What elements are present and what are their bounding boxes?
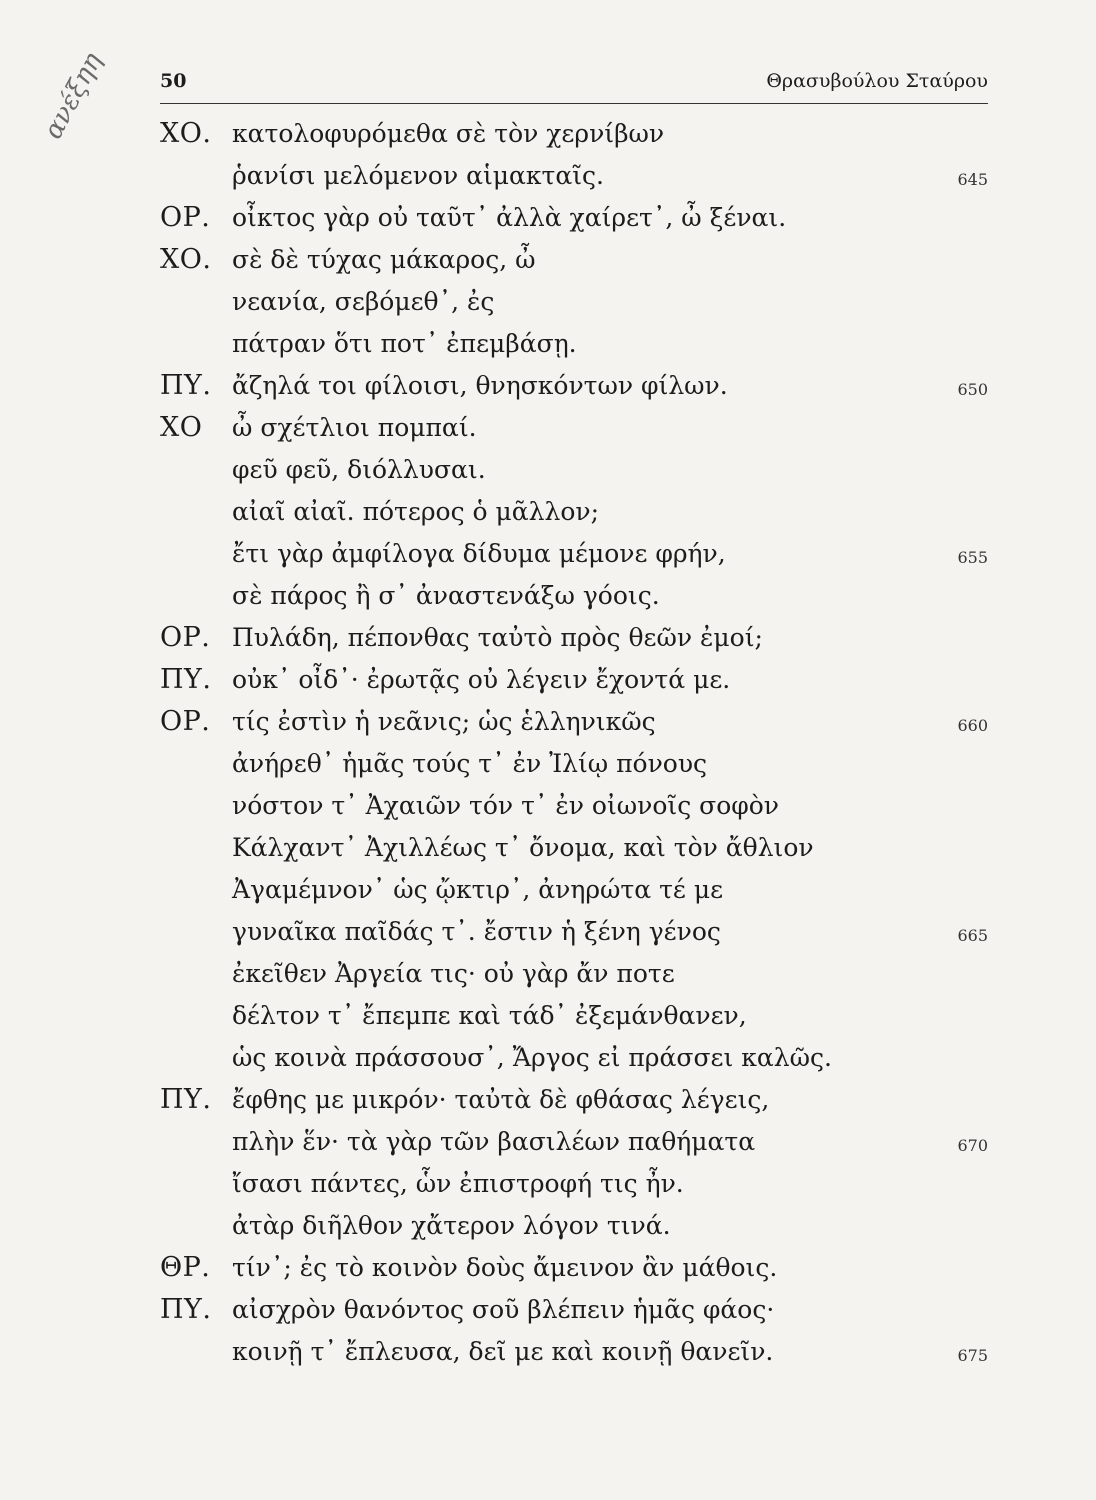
verse-line bbox=[0, 492, 1096, 532]
verse-line bbox=[0, 744, 1096, 784]
verse-line bbox=[0, 660, 1096, 700]
speaker-label: ΟΡ. bbox=[160, 706, 211, 737]
speaker-label: ΧΟ bbox=[160, 412, 203, 443]
verse-text-line: αἰαῖ αἰαῖ. πότερος ὁ μᾶλλον; bbox=[232, 497, 600, 526]
page-number: 50 bbox=[160, 70, 187, 92]
speaker-label: ΠΥ. bbox=[160, 1084, 212, 1115]
verse-text-line: ἀνήρεθ᾿ ἡμᾶς τούς τ᾿ ἐν Ἰλίῳ πόνους bbox=[232, 749, 708, 778]
verse-text-line: ὦ σχέτλιοι πομπαί. bbox=[232, 413, 477, 442]
verse-line bbox=[0, 114, 1096, 154]
line-number: 660 bbox=[957, 716, 988, 735]
verse-text-line: αἰσχρὸν θανόντος σοῦ βλέπειν ἡμᾶς φάος· bbox=[232, 1295, 775, 1324]
speaker-label: ΟΡ. bbox=[160, 202, 211, 233]
verse-line bbox=[0, 198, 1096, 238]
verse-text-line: γυναῖκα παῖδάς τ᾿. ἔστιν ἡ ξένη γένος bbox=[232, 917, 721, 946]
verse-line bbox=[0, 240, 1096, 280]
verse-line bbox=[0, 702, 1096, 742]
verse-text-line: ἔφθης με μικρόν· ταὐτὰ δὲ φθάσας λέγεις, bbox=[232, 1085, 770, 1114]
running-head: Θρασυβούλου Σταύρου bbox=[766, 70, 988, 92]
page-header bbox=[160, 70, 988, 104]
verse-text-line: νεανία, σεβόμεθ᾿, ἐς bbox=[232, 287, 495, 316]
verse-line bbox=[0, 1290, 1096, 1330]
verse-line bbox=[0, 534, 1096, 574]
verse-text-line: νόστον τ᾿ Ἀχαιῶν τόν τ᾿ ἐν οἰωνοῖς σοφὸν bbox=[232, 791, 780, 820]
verse-line bbox=[0, 996, 1096, 1036]
verse-line bbox=[0, 870, 1096, 910]
verse-line bbox=[0, 366, 1096, 406]
verse-text-line: δέλτον τ᾿ ἔπεμπε καὶ τάδ᾿ ἐξεμάνθανεν, bbox=[232, 1001, 747, 1030]
verse-text-line: Πυλάδη, πέπονθας ταὐτὸ πρὸς θεῶν ἐμοί; bbox=[232, 623, 763, 652]
line-number: 645 bbox=[957, 170, 988, 189]
verse-text-line: κοινῇ τ᾿ ἔπλευσα, δεῖ με καὶ κοινῇ θανεῖν. bbox=[232, 1337, 774, 1366]
verse-text-line: φεῦ φεῦ, διόλλυσαι. bbox=[232, 455, 486, 484]
verse-text-line: Κάλχαντ᾿ Ἀχιλλέως τ᾿ ὄνομα, καὶ τὸν ἄθλιον bbox=[232, 833, 814, 862]
verse-line bbox=[0, 282, 1096, 322]
verse-line bbox=[0, 450, 1096, 490]
speaker-label: ΧΟ. bbox=[160, 118, 212, 149]
verse-line bbox=[0, 1248, 1096, 1288]
speaker-label: ΠΥ. bbox=[160, 664, 212, 695]
verse-line bbox=[0, 1122, 1096, 1162]
handwritten-margin-note: ανέξηη bbox=[38, 48, 109, 145]
verse-text-line: σὲ δὲ τύχας μάκαρος, ὦ bbox=[232, 245, 536, 274]
verse-line bbox=[0, 324, 1096, 364]
verse-line bbox=[0, 618, 1096, 658]
verse-line bbox=[0, 156, 1096, 196]
speaker-label: ΘΡ. bbox=[160, 1252, 211, 1283]
verse-line bbox=[0, 1164, 1096, 1204]
verse-text-line: ἔτι γὰρ ἀμφίλογα δίδυμα μέμονε φρήν, bbox=[232, 539, 726, 568]
line-number: 665 bbox=[957, 926, 988, 945]
verse-line bbox=[0, 828, 1096, 868]
verse-line bbox=[0, 1038, 1096, 1078]
verse-line bbox=[0, 786, 1096, 826]
verse-line bbox=[0, 1206, 1096, 1246]
line-number: 650 bbox=[957, 380, 988, 399]
speaker-label: ΠΥ. bbox=[160, 370, 212, 401]
verse-line bbox=[0, 408, 1096, 448]
verse-line bbox=[0, 576, 1096, 616]
verse-text-line: ῥανίσι μελόμενον αἱμακταῖς. bbox=[232, 161, 604, 190]
header-rule bbox=[160, 103, 988, 104]
verse-text-line: πάτραν ὅτι ποτ᾿ ἐπεμβάσῃ. bbox=[232, 329, 577, 358]
verse-text-line: σὲ πάρος ἢ σ᾿ ἀναστενάξω γόοις. bbox=[232, 581, 660, 610]
verse-text-line: κατολοφυρόμεθα σὲ τὸν χερνίβων bbox=[232, 119, 665, 148]
verse-text-line: ἐκεῖθεν Ἀργεία τις· οὐ γὰρ ἄν ποτε bbox=[232, 959, 675, 988]
verse-text-line: τίν᾿; ἐς τὸ κοινὸν δοὺς ἄμεινον ἂν μάθοις. bbox=[232, 1253, 778, 1282]
line-number: 675 bbox=[957, 1346, 988, 1365]
verse-text-line: ἀτὰρ διῆλθον χἄτερον λόγον τινά. bbox=[232, 1211, 671, 1240]
verse-text-line: οἶκτος γὰρ οὐ ταῦτ᾿ ἀλλὰ χαίρετ᾿, ὦ ξέναι. bbox=[232, 203, 787, 232]
verse-text-line: ἄζηλά τοι φίλοισι, θνησκόντων φίλων. bbox=[232, 371, 728, 400]
verse-text-line: πλὴν ἕν· τὰ γὰρ τῶν βασιλέων παθήματα bbox=[232, 1127, 756, 1156]
verse-line bbox=[0, 1080, 1096, 1120]
verse-text-line: Ἀγαμέμνον᾿ ὡς ᾤκτιρ᾿, ἀνηρώτα τέ με bbox=[232, 875, 724, 904]
speaker-label: ΠΥ. bbox=[160, 1294, 212, 1325]
line-number: 655 bbox=[957, 548, 988, 567]
speaker-label: ΧΟ. bbox=[160, 244, 212, 275]
speaker-label: ΟΡ. bbox=[160, 622, 211, 653]
verse-line bbox=[0, 912, 1096, 952]
verse-text-line: τίς ἐστὶν ἡ νεᾶνις; ὡς ἑλληνικῶς bbox=[232, 707, 656, 736]
line-number: 670 bbox=[957, 1136, 988, 1155]
verse-text-line: οὐκ᾿ οἶδ᾿· ἐρωτᾷς οὐ λέγειν ἔχοντά με. bbox=[232, 665, 731, 694]
verse-line bbox=[0, 954, 1096, 994]
verse-text-line: ὡς κοινὰ πράσσουσ᾿, Ἄργος εἰ πράσσει καλῶς. bbox=[232, 1043, 832, 1072]
verse-text-line: ἴσασι πάντες, ὧν ἐπιστροφή τις ἦν. bbox=[232, 1169, 684, 1198]
verse-line bbox=[0, 1332, 1096, 1372]
